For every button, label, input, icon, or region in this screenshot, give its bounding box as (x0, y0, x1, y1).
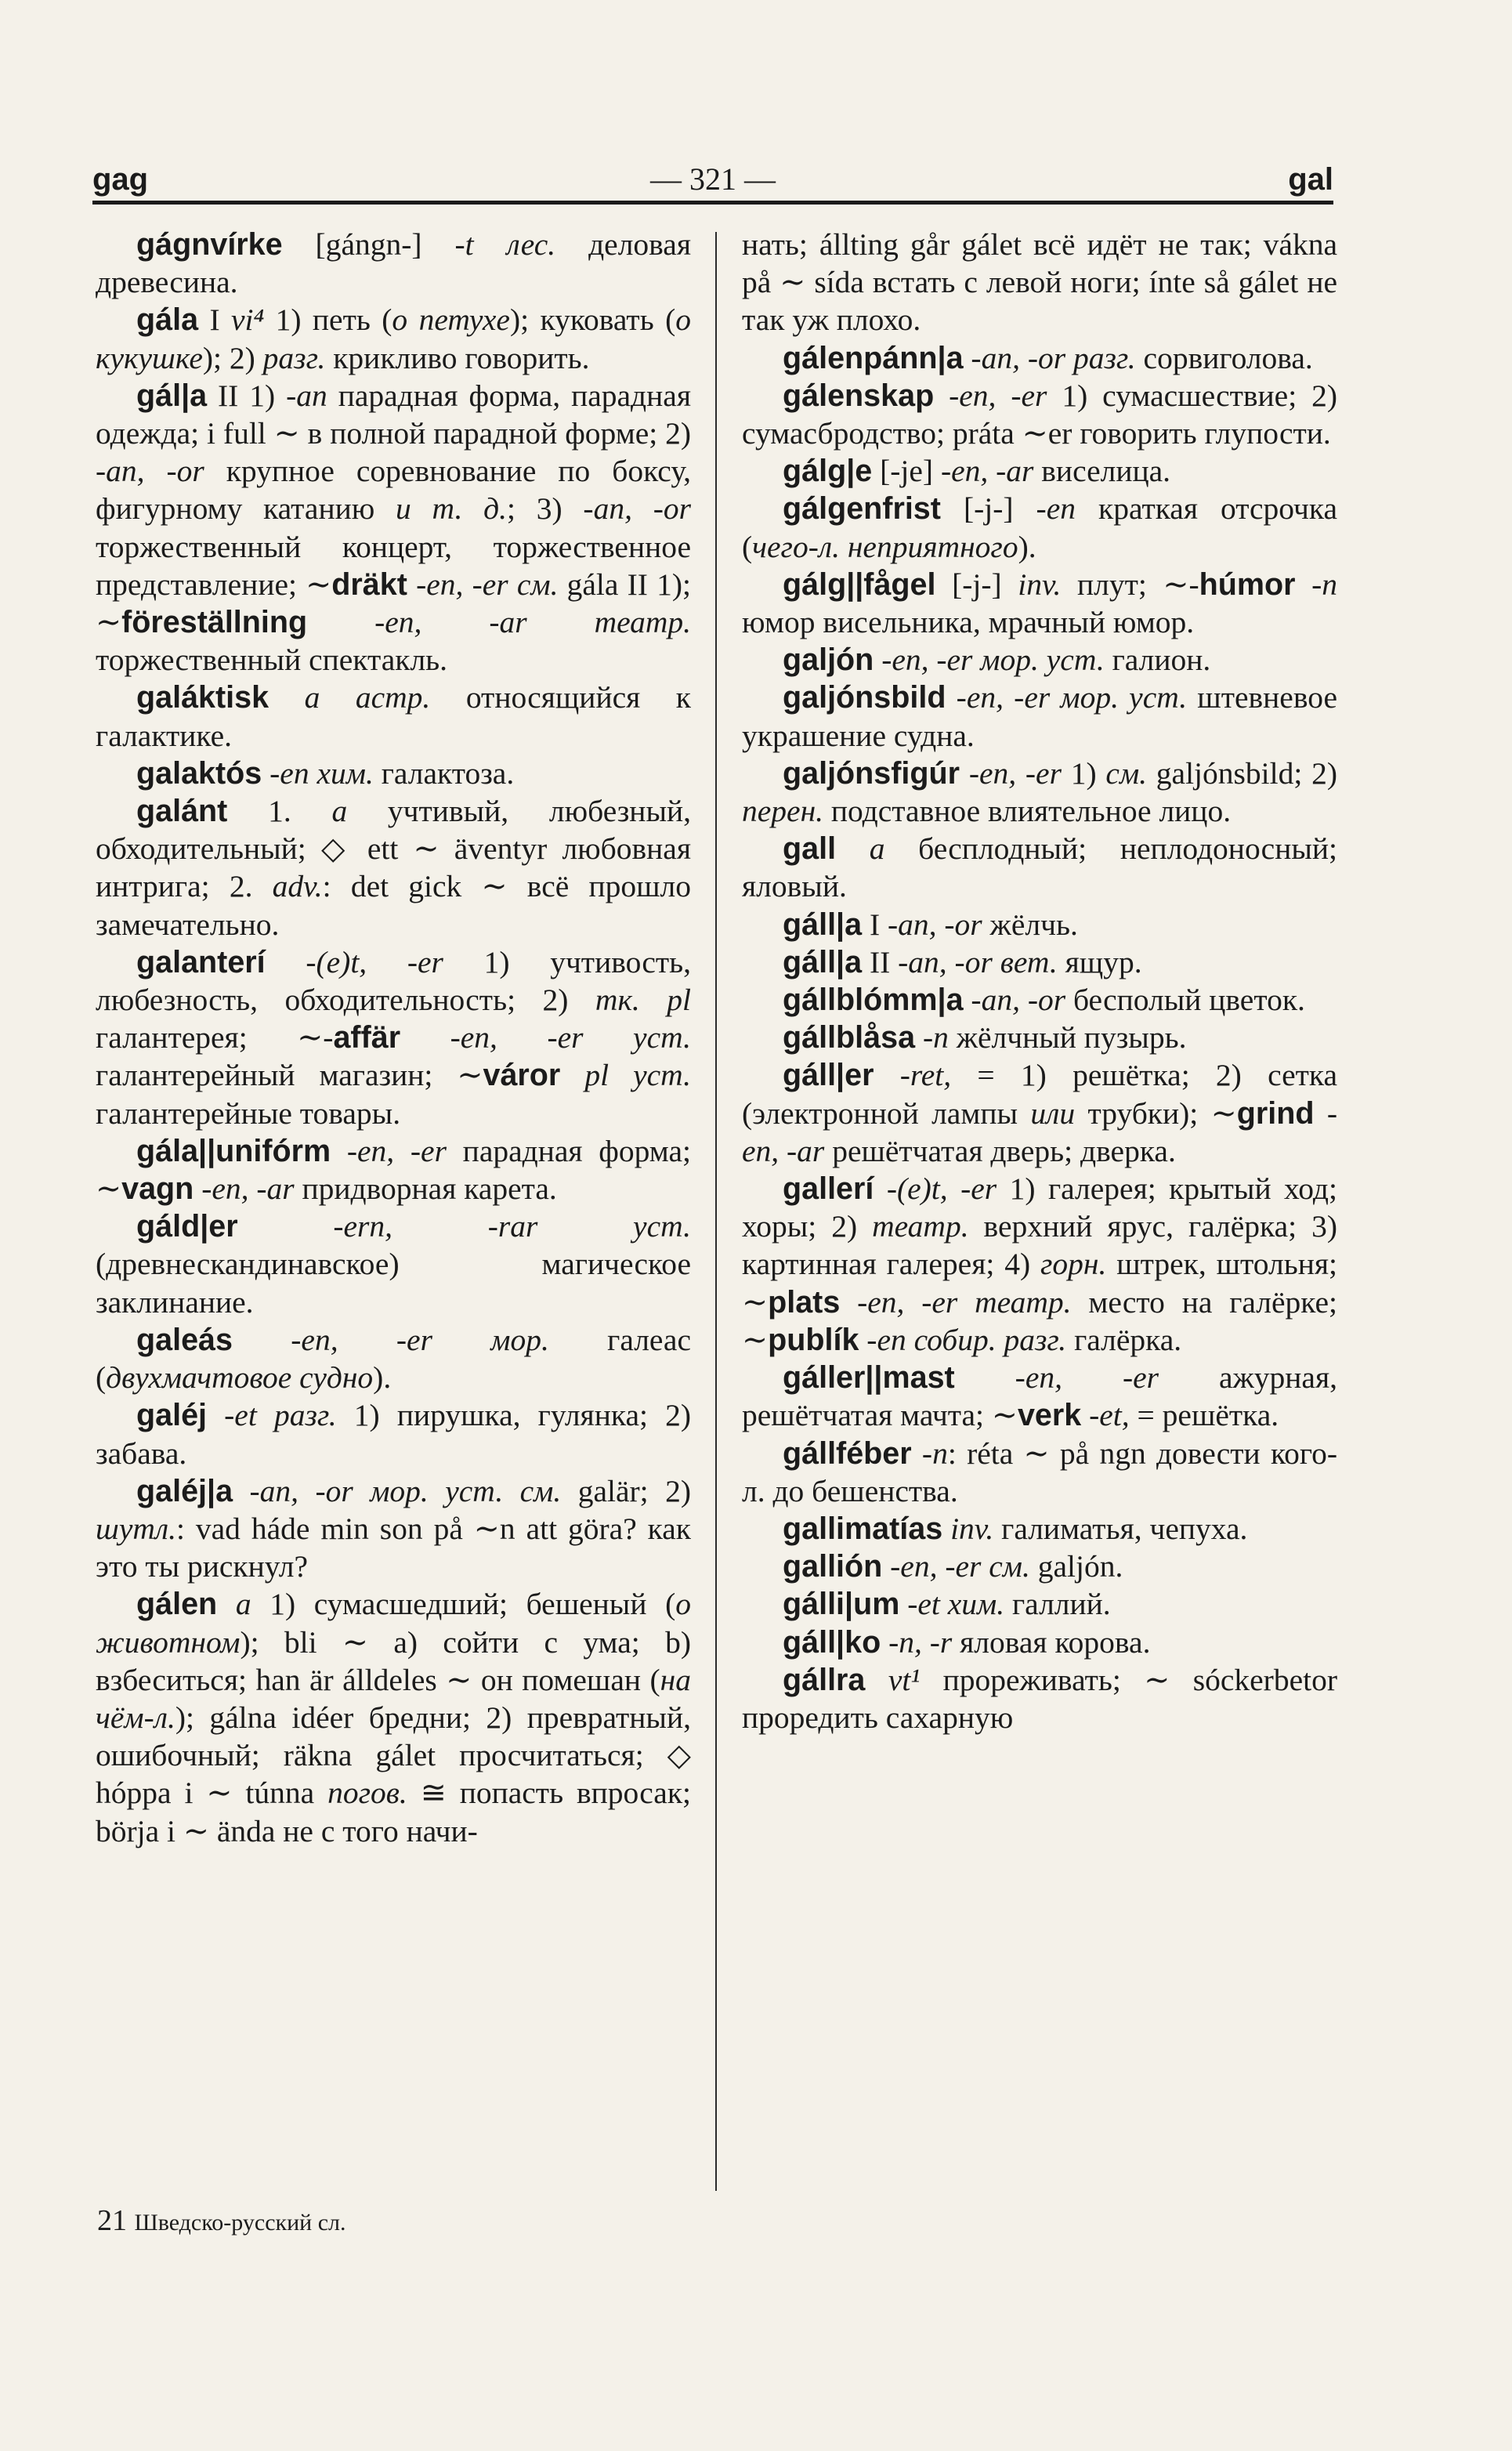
entry-text (874, 1171, 886, 1206)
headword: galéj (136, 1398, 208, 1433)
entry-text: galär; 2) (561, 1473, 691, 1508)
grammar-label: -an, -or (971, 983, 1066, 1018)
grammar-label: на чём-л. (96, 1662, 691, 1735)
entry-text: ажурная, решётчатая мачта; ∼ (742, 1360, 1337, 1433)
dictionary-entry (742, 755, 1337, 830)
headword: gállra (783, 1662, 866, 1697)
dictionary-entry (96, 301, 691, 376)
entry-text: штевневое украшение судна. (742, 680, 1337, 753)
grammar-label: о животном (96, 1587, 692, 1660)
entry-text: : vad háde min son på ∼n att göra? как это ты рискнул? (96, 1511, 691, 1584)
dictionary-entry (96, 1472, 691, 1586)
entry-text: 1) петь ( (264, 302, 392, 338)
grammar-label: -en, -er (949, 378, 1047, 413)
grammar-label: a астр. (304, 680, 431, 715)
headword: gállblómm|a (783, 983, 964, 1018)
grammar-label: -en, -ar (940, 454, 1034, 489)
headword: gáld|er (136, 1209, 238, 1244)
grammar-label: перен. (742, 794, 824, 829)
entry-text: 1) галерея; крытый ход; хоры; 2) (742, 1171, 1337, 1244)
dictionary-entry (742, 1585, 1337, 1623)
headword: gáll|er (783, 1058, 874, 1093)
grammar-label: vt¹ (888, 1662, 921, 1697)
dictionary-entry (742, 1019, 1337, 1056)
entry-text: ); 2) (202, 340, 263, 375)
grammar-label: -en (1036, 491, 1076, 527)
grammar-label: -n (922, 1020, 949, 1055)
entry-text: II (862, 944, 899, 979)
entry-text: [-j-] (940, 491, 1036, 527)
entry-text (881, 1625, 888, 1660)
grammar-label: или (1030, 1095, 1076, 1131)
headword: gáll|ko (783, 1624, 881, 1660)
dictionary-entry (742, 1359, 1337, 1434)
headword: gáller||mast (783, 1360, 955, 1396)
entry-text: галиматья, чепуха. (993, 1511, 1248, 1546)
page-number: — 321 — (650, 161, 776, 197)
grammar-label: двухмачтовое судно (106, 1360, 374, 1396)
column-divider (715, 232, 717, 2191)
entry-text: парадная форма; ∼ (96, 1133, 692, 1207)
grammar-label: inv. (950, 1511, 994, 1546)
entry-text: 1) сумасшедший; бешеный ( (251, 1587, 676, 1622)
headword: föreställning (121, 605, 308, 640)
headword: galáktisk (136, 680, 269, 715)
headword: gála||unifórm (136, 1133, 331, 1168)
dictionary-entry (742, 339, 1337, 377)
grammar-label: -n (1311, 567, 1337, 602)
grammar-label: -en, -ar (201, 1171, 295, 1207)
dictionary-entry (742, 1624, 1337, 1661)
entry-text: учтивый, любезный, обходительный; ◇ ett ∼ äventyr любовная интрига; 2. (96, 794, 691, 904)
grammar-label: -en, -er (968, 755, 1062, 791)
entry-text (859, 1323, 866, 1357)
entry-text: gála II 1); ∼ (96, 567, 692, 640)
headword: dräkt (331, 567, 407, 602)
headword: galéj|a (136, 1473, 233, 1508)
headword: váror (483, 1058, 561, 1093)
signature-title: Шведско-русский сл. (134, 2210, 346, 2236)
entry-text: (древнескандинавское) магическое заклинание. (96, 1247, 691, 1320)
headword: gáll|a (783, 907, 863, 942)
grammar-label: -en хим. (269, 755, 374, 791)
entry-text (865, 1663, 888, 1697)
dictionary-entry (96, 1396, 691, 1472)
grammar-label: см. (1105, 755, 1148, 791)
entry-text: галион. (1104, 643, 1211, 678)
entry-text: галёрка. (1066, 1322, 1182, 1357)
headword: gallión (783, 1549, 883, 1584)
headword: galanterí (136, 944, 266, 979)
entry-text: штрек, штольня; ∼ (742, 1247, 1338, 1320)
grammar-label: -(e)t, -er (886, 1171, 997, 1207)
dictionary-entry (96, 755, 691, 792)
headword: verk (1017, 1398, 1082, 1433)
dictionary-entry (96, 679, 691, 754)
entry-text: бесполый цветок. (1065, 983, 1305, 1018)
headword: gálg||fågel (783, 567, 936, 602)
headword: grind (1236, 1095, 1315, 1131)
grammar-label: чего-л. неприятного (752, 529, 1018, 564)
entry-text: юмор висельника, мрачный юмор. (742, 605, 1195, 640)
entry-text: верхний ярус, галёрка; 3) картинная галерея; 4) (742, 1209, 1338, 1282)
headword: gál|a (136, 378, 208, 413)
grammar-label: -an, -or вет. (898, 944, 1058, 979)
grammar-label: -en, -er (346, 1133, 447, 1168)
dictionary-entry (742, 981, 1337, 1019)
entry-text (233, 1474, 249, 1508)
entry-text: ); куковать ( (509, 302, 676, 338)
headword: galánt (136, 794, 228, 829)
entry-text (840, 1285, 857, 1320)
entry-text: галантерейный магазин; ∼ (96, 1058, 483, 1093)
grammar-label: -an, -or разг. (971, 340, 1136, 375)
headword: gálenskap (783, 378, 935, 413)
entry-text: виселица. (1033, 454, 1171, 489)
entry-text: жёлчь. (982, 907, 1078, 942)
entry-text: ; 3) (507, 491, 584, 527)
entry-text: плут; ∼- (1061, 567, 1199, 602)
entry-text: ); bli ∼ a) сойти с ума; b) взбеситься; han är álldeles ∼ он помешан ( (96, 1624, 691, 1697)
grammar-label: -en собир. разг. (866, 1322, 1067, 1357)
entry-text (942, 1512, 950, 1546)
grammar-label: pl уст. (584, 1058, 692, 1093)
grammar-label: -en, -er см. (890, 1549, 1030, 1584)
entry-text (407, 567, 416, 602)
headword: plats (768, 1284, 841, 1320)
entry-text: подставное влиятельное лицо. (823, 794, 1232, 829)
entry-text (915, 1020, 923, 1055)
grammar-label: -ern, -rar уст. (333, 1209, 692, 1244)
entry-text: краткая отсрочка ( (742, 491, 1337, 564)
grammar-label: vi⁴ (230, 302, 265, 338)
entry-text: [-j-] (935, 567, 1018, 602)
entry-text: яловая корова. (952, 1624, 1151, 1660)
entry-text (207, 1398, 224, 1432)
entry-text: торжественный концерт, торжественное представление; ∼ (96, 529, 691, 602)
headword: galeás (136, 1322, 233, 1357)
dictionary-entry (742, 906, 1337, 943)
grammar-label: -an, -or мор. уст. см. (249, 1473, 562, 1508)
entry-text (307, 605, 374, 639)
entry-text: жёлчный пузырь. (948, 1020, 1187, 1055)
entry-text (262, 756, 269, 791)
grammar-label: -et хим. (907, 1587, 1005, 1622)
entry-text (912, 1436, 922, 1471)
entry-text (874, 643, 881, 677)
running-header (92, 157, 1333, 205)
headword: vagn (121, 1171, 194, 1207)
entry-text: ≅ попасть впросак; börja i ∼ ända не с того начи- (96, 1776, 691, 1848)
grammar-label: adv. (272, 869, 323, 904)
right-column (742, 226, 1337, 1736)
dictionary-entry (742, 566, 1337, 641)
headword: gallimatías (783, 1511, 943, 1546)
grammar-label: -en, -er (1015, 1360, 1159, 1396)
entry-text: 1) сумасшествие; 2) сумасбродство; práta ∼er говорить глупости. (742, 378, 1338, 451)
entry-text: галантерейные товары. (96, 1095, 401, 1131)
entry-text: придворная карета. (294, 1171, 557, 1207)
entry-text: галлий. (1004, 1587, 1111, 1622)
entry-text (960, 756, 969, 791)
headword: gállféber (783, 1435, 912, 1471)
continued-entry-text: нать; állting går gálet всё идёт не так; váknа på ∼ sída встать с левой ноги; ínte så gálet не так уж плохо. (742, 227, 1337, 338)
headword: gálli|um (783, 1587, 900, 1622)
entry-text (331, 1134, 347, 1168)
grammar-label: -en, -er уст. (450, 1020, 691, 1055)
dictionary-entry (96, 1132, 691, 1207)
grammar-label: a (235, 1587, 251, 1622)
entry-text (899, 1587, 907, 1621)
dictionary-entry (742, 1548, 1337, 1585)
grammar-label: о кукушке (96, 302, 691, 375)
entry-text: : det gick ∼ всё прошло замечательно. (96, 869, 691, 942)
grammar-label: -ret, (899, 1058, 952, 1093)
dictionary-entry (742, 641, 1337, 679)
grammar-label: a (331, 794, 348, 829)
entry-text (934, 378, 949, 413)
dictionary-entry (742, 943, 1337, 981)
grammar-label: разг. (262, 340, 326, 375)
dictionary-entry (742, 1435, 1337, 1510)
entry-text: решётчатая дверь; дверка. (824, 1133, 1176, 1168)
headword: galjón (783, 643, 874, 678)
entry-text: : réta ∼ på ngn довести кого-л. до бешенства. (742, 1435, 1338, 1508)
entry-text: парадная форма, парадная одежда; i full ∼ в полной парадной форме; 2) (96, 378, 691, 451)
headword: gáll|a (783, 944, 863, 979)
entry-text: galjón. (1029, 1549, 1123, 1584)
entry-text: galjónsbild; 2) (1147, 755, 1338, 791)
dictionary-entry (742, 1661, 1337, 1736)
entry-text: крупное соревнование по боксу, фигурному катанию (96, 454, 691, 527)
grammar-label: горн. (1040, 1247, 1107, 1282)
headword: gallerí (783, 1171, 874, 1207)
entry-text: 1) пирушка, гулянка; 2) забава. (96, 1398, 691, 1471)
grammar-label: -en, -er мор. (291, 1322, 549, 1357)
entry-text: I (862, 907, 888, 942)
grammar-label: -en, -er см. (416, 567, 559, 602)
dictionary-entry (96, 226, 691, 301)
dictionary-entry (742, 1510, 1337, 1548)
entry-text: галантерея; ∼- (96, 1020, 334, 1055)
entry-text: сорвиголова. (1135, 340, 1313, 375)
grammar-label: -t лес. (454, 227, 556, 262)
dictionary-entry (96, 792, 691, 943)
grammar-label: шутл. (96, 1511, 176, 1546)
dictionary-entry (742, 490, 1337, 565)
entry-text (233, 1323, 291, 1357)
headword: gálen (136, 1587, 218, 1622)
header-left-guideword: gag (92, 162, 149, 197)
entry-text (1296, 567, 1312, 602)
entry-text: торжественный спектакль. (96, 643, 448, 678)
headword: húmor (1199, 567, 1296, 602)
headword: gágnvírke (136, 227, 283, 262)
entry-text: [gángn-] (282, 227, 455, 262)
entry-text: [-je] (872, 454, 941, 489)
grammar-label: inv. (1018, 567, 1062, 602)
entry-text: ящур. (1057, 944, 1142, 979)
entry-text: = 1) решётка; 2) сетка (электронной лампы (742, 1058, 1337, 1131)
grammar-label: a (869, 831, 885, 867)
grammar-label: погов. (327, 1776, 407, 1811)
grammar-label: -n (921, 1435, 948, 1471)
dictionary-entry (742, 1170, 1337, 1359)
entry-text (194, 1171, 201, 1206)
dictionary-entry (96, 1207, 691, 1321)
entry-text (1314, 1096, 1326, 1131)
grammar-label: -n, -r (888, 1624, 953, 1660)
dictionary-entry (96, 1585, 691, 1849)
headword: gall (783, 831, 837, 867)
entry-text: место на галёрке; ∼ (742, 1284, 1337, 1357)
grammar-label: -en, -ar (742, 1095, 1337, 1168)
entry-text: трубки); ∼ (1075, 1095, 1237, 1131)
grammar-label: тк. pl (595, 983, 692, 1018)
headword: galjónsfigúr (783, 755, 960, 791)
grammar-label: -(e)t, -er (306, 944, 443, 979)
grammar-label: -an (286, 378, 327, 413)
entry-text: II 1) (207, 378, 287, 413)
entry-text (964, 341, 971, 375)
left-column (96, 226, 691, 1850)
entry-text (836, 831, 870, 866)
entry-text: 1) (1061, 755, 1106, 791)
grammar-label: -an, -or (96, 454, 204, 489)
entry-text: крикливо говорить. (325, 340, 590, 375)
dictionary-entry (742, 377, 1337, 452)
signature-footer (97, 2203, 346, 2238)
entry-text: ); gálna idéer бредни; 2) превратный, ошибочный; räkna gálet просчитаться; ◇ hóppa i ∼ túnna (96, 1700, 691, 1811)
dictionary-entry (742, 1056, 1337, 1170)
headword: galjónsbild (783, 680, 946, 715)
grammar-label: -en, -er мор. уст. (956, 680, 1188, 715)
grammar-label: -en, -ar театр. (374, 605, 692, 640)
entry-text (874, 1058, 899, 1092)
entry-text: деловая древесина. (96, 227, 692, 300)
entry-text: ). (1018, 529, 1036, 564)
entry-text: 1) учтивость, любезность, обходительность; 2) (96, 944, 692, 1018)
entry-text: = решётка. (1129, 1398, 1279, 1433)
entry-text: относящийся к галактике. (96, 680, 691, 753)
grammar-label: -an, -or (583, 491, 691, 527)
headword: galaktós (136, 755, 262, 791)
headword: gálgenfrist (783, 491, 941, 527)
entry-text (1081, 1398, 1089, 1432)
headword: publík (768, 1322, 859, 1357)
grammar-label: о петухе (392, 302, 510, 338)
headword: gállblåsa (783, 1020, 916, 1055)
entry-text (266, 945, 306, 979)
entry-text (238, 1209, 334, 1244)
dictionary-entry (742, 452, 1337, 490)
dictionary-entry (96, 1321, 691, 1396)
dictionary-entry (96, 377, 691, 679)
entry-text (955, 1360, 1015, 1395)
entry-text: ). (373, 1360, 392, 1396)
entry-text (882, 1549, 890, 1584)
dictionary-entry (96, 943, 691, 1132)
headword: gála (136, 302, 199, 338)
entry-text: галеас ( (96, 1322, 691, 1396)
grammar-label: театр. (872, 1209, 969, 1244)
dictionary-entry (742, 830, 1337, 905)
entry-text (964, 983, 971, 1017)
entry-text: 1. (227, 794, 332, 829)
headword: gálenpánn|a (783, 340, 964, 375)
dictionary-entry (742, 679, 1337, 754)
entry-text: галактоза. (373, 755, 515, 791)
entry-text: бесплодный; неплодоносный; яловый. (742, 831, 1337, 904)
entry-text: I (198, 302, 231, 338)
entry-text (400, 1020, 450, 1055)
grammar-label: -et, (1089, 1398, 1130, 1433)
entry-text (269, 680, 305, 715)
signature-number: 21 (97, 2204, 127, 2237)
grammar-label: и т. д. (396, 491, 508, 527)
entry-text: прореживать; ∼ sóckerbetor проредить сахарную (742, 1662, 1338, 1735)
header-right-guideword: gal (1288, 162, 1333, 197)
entry-text (560, 1058, 584, 1092)
grammar-label: -an, -or (887, 907, 982, 942)
entry-text (946, 680, 956, 715)
grammar-label: -en, -er театр. (857, 1284, 1072, 1320)
grammar-label: -et разг. (224, 1398, 337, 1433)
headword: gálg|e (783, 454, 873, 489)
headword: affär (333, 1020, 401, 1055)
grammar-label: -en, -er мор. уст. (881, 643, 1105, 678)
entry-text (217, 1587, 236, 1621)
